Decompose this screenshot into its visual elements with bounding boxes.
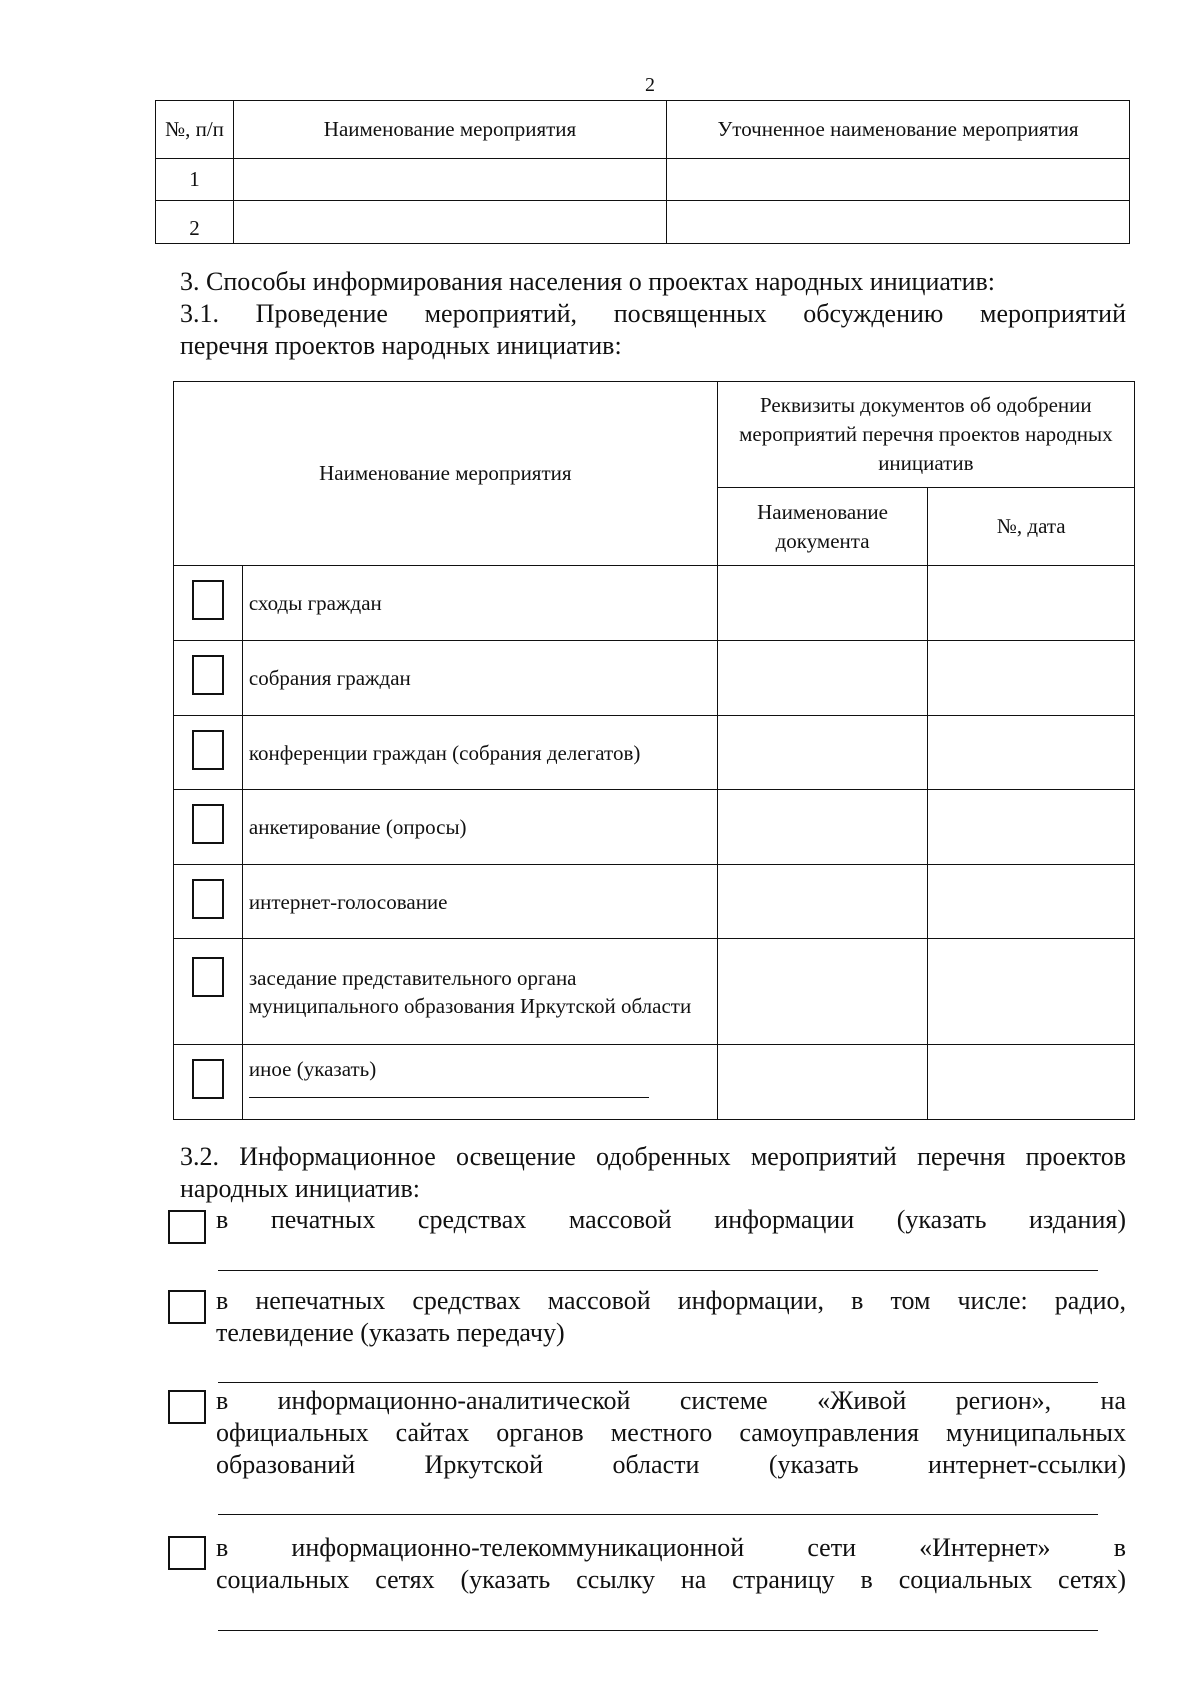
activities-table [155, 100, 1130, 244]
specify-line[interactable] [218, 1514, 1098, 1515]
document-name-cell[interactable] [717, 566, 928, 641]
option-text-line2: социальных сетях (указать ссылку на страницу в социальных сетях) [216, 1565, 1126, 1594]
document-name-cell[interactable] [717, 865, 928, 939]
event-name: конференции граждан (собрания делегатов) [242, 716, 717, 790]
page-number: 2 [645, 74, 655, 96]
table-row [156, 201, 1130, 244]
number-date-cell[interactable] [928, 790, 1135, 865]
column-header-number-date: №, дата [928, 488, 1135, 566]
column-header-name: Наименование мероприятия [234, 101, 667, 159]
checkbox[interactable] [192, 804, 224, 844]
checkbox[interactable] [168, 1536, 206, 1570]
option-text: в печатных средствах массовой информации (указать издания) [216, 1205, 1126, 1234]
table-row [156, 159, 1130, 201]
checkbox[interactable] [168, 1210, 206, 1244]
section-3-1-heading-line1: 3.1. Проведение мероприятий, посвященных обсуждению мероприятий [180, 299, 1126, 328]
event-name: анкетирование (опросы) [242, 790, 717, 865]
number-date-cell[interactable] [928, 641, 1135, 716]
discussion-events-table [173, 381, 1135, 1120]
section-3-heading: 3. Способы информирования населения о проектах народных инициатив: [180, 267, 996, 296]
checkbox[interactable] [192, 879, 224, 919]
column-header-document-details: Реквизиты документов об одобрении мероприятий перечня проектов народных инициатив [717, 382, 1134, 488]
table-row [174, 566, 1135, 641]
specify-line[interactable] [218, 1382, 1098, 1383]
event-name: сходы граждан [242, 566, 717, 641]
checkbox[interactable] [168, 1390, 206, 1424]
option-text-line1: в информационно-аналитической системе «Живой регион», на [216, 1386, 1126, 1415]
refined-name-cell[interactable] [667, 159, 1130, 201]
checkbox[interactable] [192, 1059, 224, 1099]
row-number: 1 [156, 159, 234, 201]
document-name-cell[interactable] [717, 939, 928, 1045]
document-name-cell[interactable] [717, 716, 928, 790]
document-name-cell[interactable] [717, 790, 928, 865]
section-3-1-heading-line2: перечня проектов народных инициатив: [180, 331, 622, 360]
checkbox[interactable] [168, 1290, 206, 1324]
refined-name-cell[interactable] [667, 201, 1130, 244]
specify-line[interactable] [218, 1630, 1098, 1631]
column-header-number: №, п/п [156, 101, 234, 159]
event-name: иное (указать) [248, 1057, 377, 1081]
table-row [174, 716, 1135, 790]
number-date-cell[interactable] [928, 716, 1135, 790]
activity-name-cell[interactable] [234, 201, 667, 244]
table-row [174, 865, 1135, 939]
table-row [174, 641, 1135, 716]
document-name-cell[interactable] [717, 1045, 928, 1120]
column-header-event-name: Наименование мероприятия [174, 382, 718, 566]
activity-name-cell[interactable] [234, 159, 667, 201]
specify-line[interactable] [249, 1097, 649, 1098]
option-text-line3: образований Иркутской области (указать интернет-ссылки) [216, 1450, 1126, 1479]
table-header-row [156, 101, 1130, 159]
option-text-line1: в непечатных средствах массовой информации, в том числе: радио, [216, 1286, 1126, 1315]
checkbox[interactable] [192, 655, 224, 695]
number-date-cell[interactable] [928, 939, 1135, 1045]
table-row [174, 790, 1135, 865]
column-header-document-name: Наименование документа [717, 488, 928, 566]
number-date-cell[interactable] [928, 1045, 1135, 1120]
column-header-refined-name: Уточненное наименование мероприятия [667, 101, 1130, 159]
document-name-cell[interactable] [717, 641, 928, 716]
specify-line[interactable] [218, 1270, 1098, 1271]
row-number: 2 [156, 201, 234, 244]
table-row [174, 939, 1135, 1045]
event-name: интернет-голосование [242, 865, 717, 939]
number-date-cell[interactable] [928, 566, 1135, 641]
event-name: собрания граждан [242, 641, 717, 716]
event-name: заседание представительного органа муниципального образования Иркутской области [242, 939, 717, 1045]
checkbox[interactable] [192, 730, 224, 770]
checkbox[interactable] [192, 957, 224, 997]
table-row [174, 1045, 1135, 1120]
option-text-line1: в информационно-телекоммуникационной сети «Интернет» в [216, 1533, 1126, 1562]
section-3-2-heading-line2: народных инициатив: [180, 1174, 421, 1203]
table-header-row [174, 382, 1135, 488]
section-3-2-heading-line1: 3.2. Информационное освещение одобренных мероприятий перечня проектов [180, 1142, 1126, 1171]
option-text-line2: телевидение (указать передачу) [216, 1318, 565, 1347]
option-text-line2: официальных сайтах органов местного самоуправления муниципальных [216, 1418, 1126, 1447]
checkbox[interactable] [192, 580, 224, 620]
number-date-cell[interactable] [928, 865, 1135, 939]
